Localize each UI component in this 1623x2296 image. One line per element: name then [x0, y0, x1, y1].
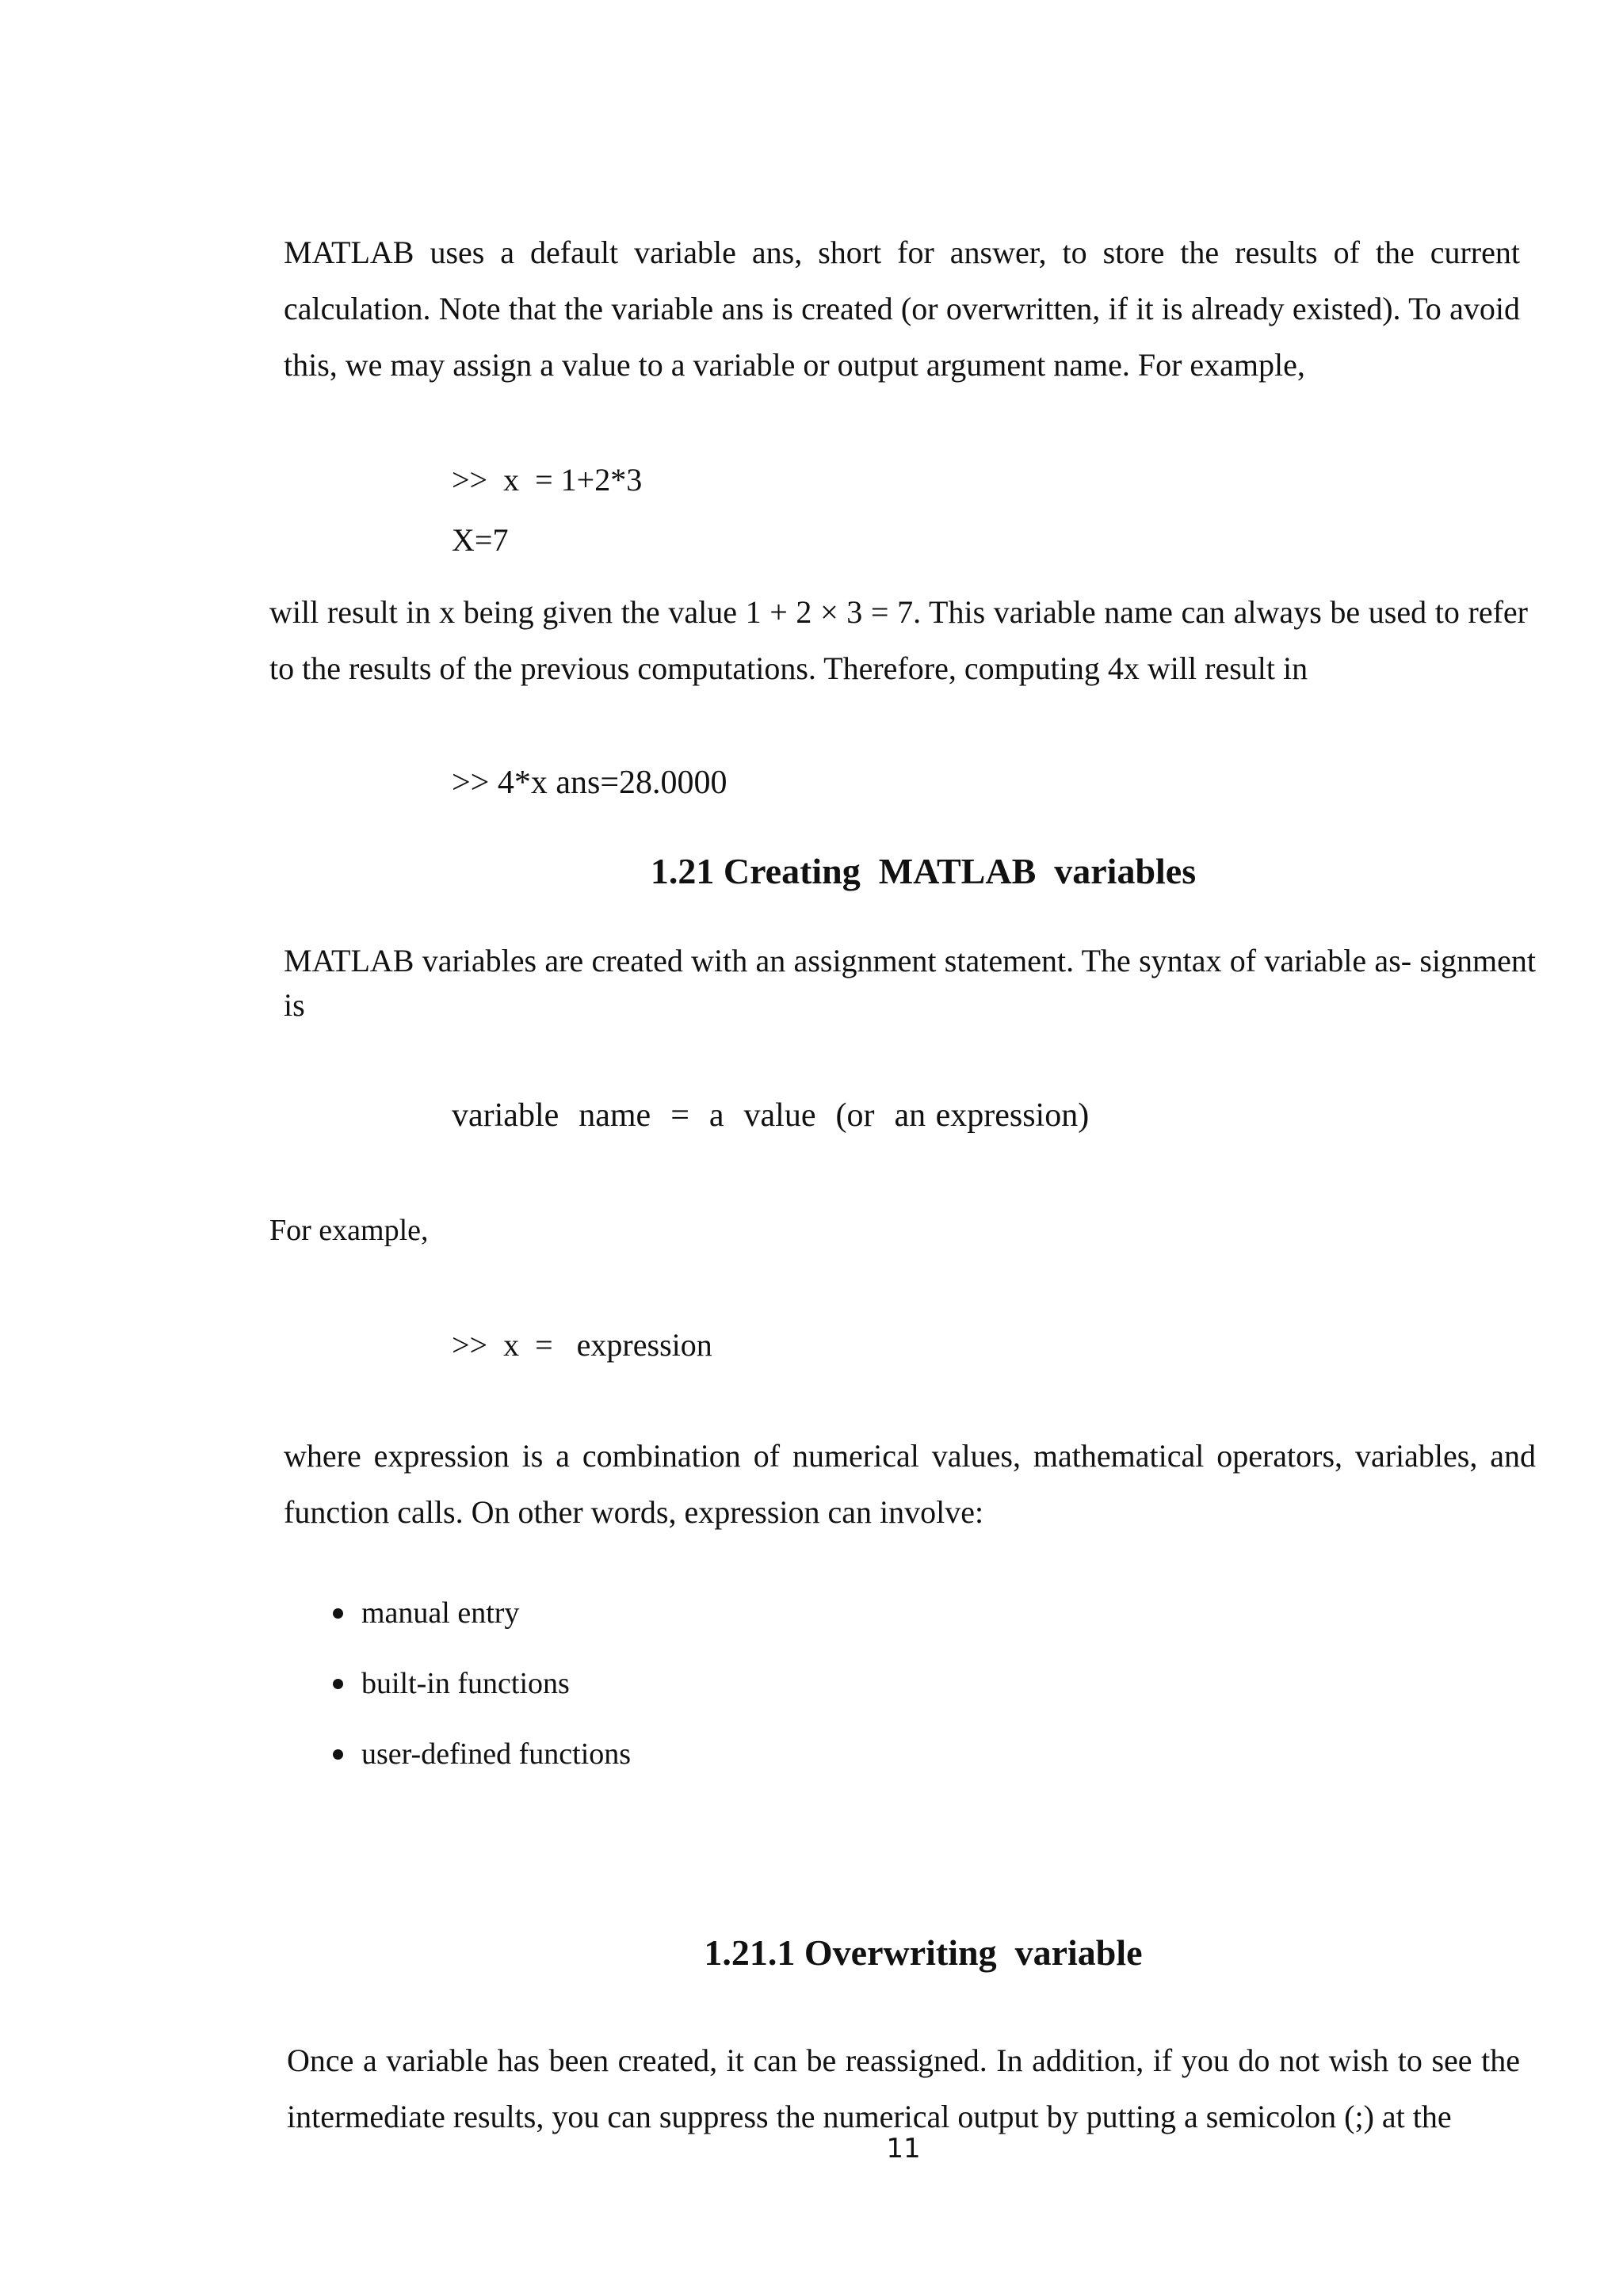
code-assignment-output: X=7 — [452, 522, 509, 558]
paragraph-for-example: For example, — [269, 1214, 429, 1247]
subsection-heading-overwriting: 1.21.1 Overwriting variable — [704, 1932, 1143, 1973]
page-number: 11 — [886, 2133, 921, 2164]
list-item: user-defined functions — [333, 1733, 631, 1804]
paragraph-ans-default: MATLAB uses a default variable ans, short for answer, to store the results of the current calculation. Note that the variable ans is created (or overwritten, if it is already existed). To avoid this, we may assign a value to a variable or output argument name. For example, — [284, 235, 1520, 383]
code-expression-assignment: >> x = expression — [452, 1327, 712, 1363]
list-item: built-in functions — [333, 1663, 631, 1733]
section-heading-creating-variables: 1.21 Creating MATLAB variables — [650, 851, 1197, 891]
list-item: manual entry — [333, 1592, 631, 1663]
bullet-dot-icon — [333, 1608, 343, 1619]
paragraph-expression-definition: where expression is a combination of numerical values, mathematical operators, variables, and function calls. On other words, expression can involve: — [284, 1438, 1536, 1530]
syntax-line: variable name = a value (or an expression) — [452, 1097, 1090, 1134]
bullet-dot-icon — [333, 1749, 343, 1760]
code-4x-computation: >> 4*x ans=28.0000 — [452, 765, 727, 801]
bullet-dot-icon — [333, 1679, 343, 1689]
paragraph-reassignment: Once a variable has been created, it can be reassigned. In addition, if you do not wish to see the intermediate results, you can suppress the numerical output by putting a semicolon (;) at the — [287, 2042, 1520, 2134]
paragraph-assignment-statement: MATLAB variables are created with an assignment statement. The syntax of variable as- signment is — [284, 943, 1536, 1023]
code-assignment-input: >> x = 1+2*3 — [452, 462, 643, 498]
expression-involve-list — [333, 1592, 631, 1804]
paragraph-variable-result: will result in x being given the value 1 + 2 × 3 = 7. This variable name can always be used to refer to the results of the previous computations. Therefore, computing 4x will result in — [269, 594, 1528, 686]
